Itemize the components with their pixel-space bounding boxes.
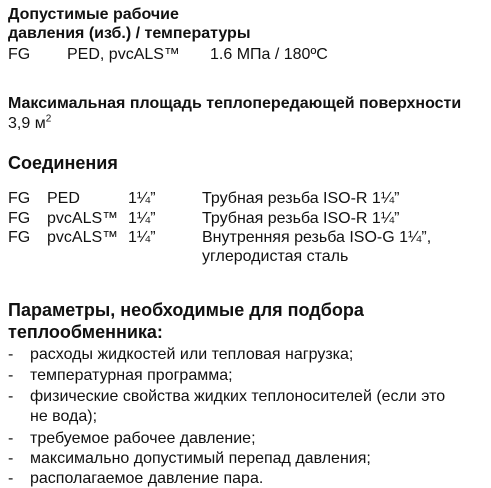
params-item-6-dash: - [8, 470, 14, 487]
params-title-line2: теплообменника: [8, 322, 163, 342]
pressure-row-type: PED, pvcALS™ [67, 46, 180, 63]
connection-row-1-type: PED [47, 190, 80, 207]
area-value-number: 3,9 м [8, 115, 46, 132]
params-item-1: расходы жидкостей или тепловая нагрузка; [30, 346, 354, 363]
params-item-5: максимально допустимый перепад давления; [30, 450, 371, 467]
params-item-4-dash: - [8, 430, 14, 447]
area-value-exponent: 2 [45, 113, 52, 125]
params-item-4: требуемое рабочее давление; [30, 430, 256, 447]
connection-row-2-type: pvcALS™ [47, 210, 119, 227]
connection-row-2-desc: Трубная резьба ISO-R 1¼” [202, 210, 400, 227]
pressure-title-line1: Допустимые рабочие [8, 6, 179, 23]
area-title: Максимальная площадь теплопередающей поверхности [8, 95, 462, 112]
connection-row-3-desc-line2: углеродистая сталь [202, 248, 349, 265]
params-title-line1: Параметры, необходимые для подбора [8, 300, 364, 320]
connection-row-1-size: 1¼” [128, 190, 156, 207]
params-item-3-dash: - [8, 388, 14, 405]
connection-row-3-code: FG [8, 229, 31, 246]
connection-row-3-desc: Внутренняя резьба ISO-G 1¼”, [202, 229, 432, 246]
area-value [8, 115, 51, 133]
pressure-title-line2: давления (изб.) / температуры [8, 25, 251, 42]
connection-row-1-desc: Трубная резьба ISO-R 1¼” [202, 190, 400, 207]
params-item-3-continuation: не вода); [30, 408, 98, 425]
pressure-row-value: 1.6 МПа / 180ºC [210, 46, 328, 63]
connection-row-3-type: pvcALS™ [47, 229, 119, 246]
params-item-3: физические свойства жидких теплоносителей (если это [30, 388, 446, 405]
connections-title: Соединения [8, 153, 118, 173]
connection-row-2-code: FG [8, 210, 31, 227]
params-item-2: температурная программа; [30, 367, 233, 384]
connection-row-3-size: 1¼” [128, 229, 156, 246]
params-item-1-dash: - [8, 346, 14, 363]
params-item-2-dash: - [8, 367, 14, 384]
connection-row-2-size: 1¼” [128, 210, 156, 227]
params-item-6: располагаемое давление пара. [30, 470, 264, 487]
params-item-5-dash: - [8, 450, 14, 467]
pressure-row-code: FG [8, 46, 31, 63]
connection-row-1-code: FG [8, 190, 31, 207]
